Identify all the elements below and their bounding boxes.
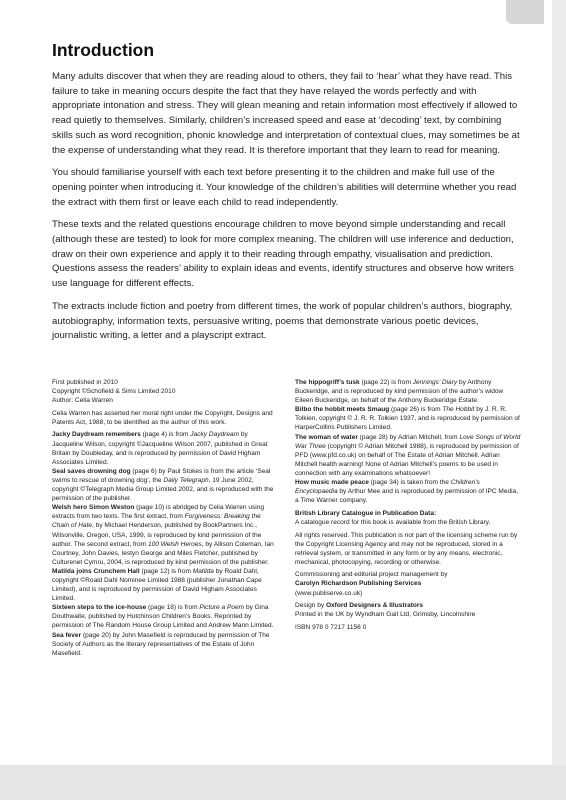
moral-right-notice: Celia Warren has asserted her moral right under the Copyright, Designs and Patents Act, 1988, to be identified as the author of this work. bbox=[52, 409, 273, 426]
intro-paragraph: You should familiarise yourself with each text before presenting it to the children and make full use of the opening pointer when introducing it. Your knowledge of the children’s abilities will determine whether you read the extract with them first or leave each child to read independently. bbox=[52, 167, 517, 208]
ack-text: (page 6) by Paul Stokes is from the article ‘Seal swims to rescue of drowning dog’, the bbox=[52, 467, 271, 484]
ack-text: (page 10) is abridged by Celia Warren using extracts from two texts. The first extract, from bbox=[52, 504, 265, 521]
acknowledgement bbox=[295, 478, 522, 505]
colophon-left-column bbox=[52, 378, 279, 658]
ack-text: (page 12) is from bbox=[139, 567, 193, 575]
ack-text: , by Michael Henderson, published by BookPartners Inc., Wilsonville, Oregon, USA, 1999, is reproduced by kind permission of the author. The second extract, from bbox=[52, 522, 262, 548]
cip-heading bbox=[295, 509, 522, 518]
author-line: Author: Celia Warren bbox=[52, 397, 113, 405]
isbn: ISBN 978 0 7217 1156 0 bbox=[295, 623, 367, 631]
colophon-right-column bbox=[295, 378, 522, 658]
ack-text: by J. R. R. Tolkien, copyright © J. R. R. Tolkien 1937, and is reproduced by permission of HarperCollins Publishers Limited. bbox=[295, 406, 520, 432]
acknowledgement bbox=[52, 430, 279, 466]
page-title: Introduction bbox=[52, 40, 155, 60]
introduction-body bbox=[52, 70, 522, 352]
ack-title: Jacky Daydream remembers bbox=[52, 431, 141, 439]
acknowledgement bbox=[52, 567, 279, 603]
ack-text: by Jacqueline Wilson, copyright ©Jacqueline Wilson 2007, published in Great Britain by Doubleday, and is reproduced by permission of David Higham Associates Limited. bbox=[52, 431, 268, 466]
ack-book-title: Jennings’ Diary bbox=[412, 379, 458, 386]
acknowledgement bbox=[52, 631, 279, 658]
page-corner-tab bbox=[506, 0, 544, 24]
ack-title: Sea fever bbox=[52, 631, 82, 639]
acknowledgement bbox=[295, 405, 522, 432]
ack-title: The woman of water bbox=[295, 433, 358, 441]
ack-text: by Anthony Buckeridge, and is reproduced by kind permission of the author’s widow Eileen Buckeridge, on behalf of the Anthony Buckeridge Estate. bbox=[295, 379, 504, 405]
acknowledgement bbox=[295, 433, 522, 478]
ack-text: (page 4) is from bbox=[140, 431, 191, 439]
ack-title: Seal saves drowning dog bbox=[52, 467, 131, 475]
acknowledgement bbox=[52, 467, 279, 503]
ack-book-title: Jacky Daydream bbox=[190, 431, 240, 439]
ack-book-title: The Hobbit bbox=[442, 406, 475, 414]
copyright-colophon bbox=[52, 378, 522, 658]
ack-book-title: Picture a Poem bbox=[199, 604, 245, 612]
ack-book-title: Love Songs of World War Three bbox=[295, 433, 521, 450]
ack-title: Sixteen steps to the ice-house bbox=[52, 604, 147, 612]
ack-text: by Arthur Mee and is reproduced by permission of IPC Media, a Time Warner company. bbox=[295, 488, 519, 505]
ack-title: Bilbo the hobbit meets Smaug bbox=[295, 406, 390, 414]
commissioning-url: (www.publiserve.co.uk) bbox=[295, 589, 363, 597]
commissioning-company: Carolyn Richardson Publishing Services bbox=[295, 580, 422, 588]
ack-text: (page 34) is taken from the bbox=[368, 479, 451, 487]
cip-title: British Library Catalogue in Publication Data: bbox=[295, 509, 437, 517]
ack-text: (page 22) is from bbox=[359, 379, 413, 386]
ack-book-title: Daily Telegraph bbox=[163, 476, 209, 484]
ack-text: , by Allison Coleman, Ian Courtney, John Davies, Iestyn George and Miles Fletcher, published by Culturenet Cymru, 2004, is reproduced by kind permission of the publisher. bbox=[52, 540, 274, 566]
page-footer-margin bbox=[0, 765, 566, 800]
ack-text: by Gina Douthwaite, published by Hutchinson Children’s Books. Reprinted by permission of The Random House Group Limited and Andrew Mann Limited. bbox=[52, 604, 274, 630]
rights-notice: All rights reserved. This publication is not part of the licensing scheme run by the Copyright Licensing Agency and may not be reproduced, stored in a retrieval system, or transmitted in any form or by any means, electronic, mechanical, photocopying, recording or otherwise. bbox=[295, 531, 518, 566]
printer-line: Printed in the UK by Wyndham Gait Ltd, Grimsby, Lincolnshire bbox=[295, 611, 476, 619]
cip-text: A catalogue record for this book is available from the British Library. bbox=[295, 518, 491, 526]
design-company: Oxford Designers & Illustrators bbox=[325, 602, 424, 610]
ack-title: Matilda joins Crunchem Hall bbox=[52, 567, 140, 575]
intro-paragraph: Many adults discover that when they are reading aloud to others, they fail to ‘hear’ what they have read. This failure to take in meaning occurs despite the fact that they have relayed the words perfectly and with appropriate intonation and stress. They will glean meaning and retain information most effectively if allowed to read quietly to themselves. Similarly, children’s increased speed and ease at ‘decoding’ text, by combining skills such as word recognition, phonic knowledge and interpretation of contextual clues, may sometimes be at the expense of understanding what they read. It is therefore important that they learn to read for meaning. bbox=[52, 71, 520, 156]
acknowledgement bbox=[52, 503, 279, 567]
ack-text: by Roald Dahl, copyright ©Roald Dahl Nominee Limited 1988 (publisher Jonathan Cape Limited), and is reproduced by permission of David Higham Associates Limited. bbox=[52, 567, 262, 603]
ack-text: (copyright © Adrian Mitchell 1988), is reproduced by permission of PFD (www.pfd.co.uk) on behalf of The Estate of Adrian Mitchell. Adrian Mitchell health warning! None of Adrian Mitchell’s poems to be used in connection with any examinations whatsoever! bbox=[295, 442, 519, 477]
ack-book-title: 100 Welsh Heroes bbox=[147, 540, 202, 548]
copyright-line: Copyright ©Schofield & Sims Limited 2010 bbox=[52, 388, 176, 396]
commissioning-line: Commissioning and editorial project management by bbox=[295, 571, 448, 579]
ack-title: Welsh hero Simon Weston bbox=[52, 504, 135, 512]
ack-text: , 19 June 2002, copyright ©Telegraph Media Group Limited 2002, and is reproduced with the permission of the publisher. bbox=[52, 476, 274, 503]
ack-text: (page 26) is from bbox=[389, 406, 443, 414]
ack-book-title: Matilda bbox=[192, 567, 214, 575]
design-label: Design by bbox=[295, 602, 326, 610]
ack-text: (page 28) by Adrian Mitchell, from bbox=[357, 433, 460, 441]
ack-text: (page 18) is from bbox=[146, 604, 200, 612]
intro-paragraph: These texts and the related questions encourage children to move beyond simple understanding and recall (although these are tested) to look for more complex meaning. The children will use inference and deduction, draw on their own experience and apply it to their reading through empathy, visualisation and prediction. Questions assess the readers’ ability to explain ideas and events, identify structures and observe how writers use language for different effects. bbox=[52, 219, 514, 290]
ack-book-title: Forgiveness: Breaking the Chain of Hate bbox=[52, 513, 261, 530]
design-credit bbox=[295, 601, 522, 610]
first-published: First published in 2010 bbox=[52, 379, 118, 386]
acknowledgement bbox=[52, 603, 279, 630]
ack-book-title: Children’s Encyclopaedia bbox=[295, 479, 480, 496]
ack-title: The hippogriff’s tusk bbox=[295, 379, 360, 386]
intro-paragraph: The extracts include fiction and poetry from different times, the work of popular children’s authors, biography, autobiography, information texts, persuasive writing, poems that demonstrate various poetic devices, journalistic writing, a letter and a playscript extract. bbox=[52, 300, 513, 342]
ack-text: (page 20) by John Masefield is reproduced by permission of The Society of Authors as the literary representatives of the Estate of John Masefield. bbox=[52, 631, 270, 657]
ack-title: How music made peace bbox=[295, 479, 369, 487]
acknowledgement bbox=[295, 378, 522, 405]
commissioning-name bbox=[295, 579, 522, 588]
